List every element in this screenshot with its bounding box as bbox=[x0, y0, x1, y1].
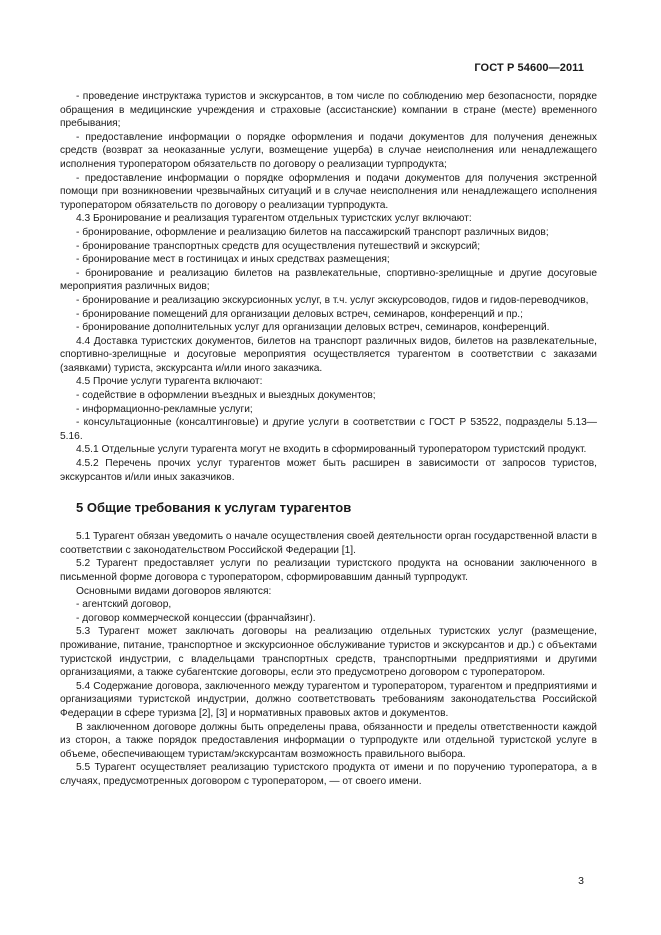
paragraph: 5.3 Турагент может заключать договоры на реализацию отдельных туристских услуг (размещение, проживание, питание, транспортное и экскурсионное обслуживание туристов и экскурсантов и др.) с объектами туристской индустрии, с владельцами транспортных средств, транспортными предприятиями и другими организациями, а также субагентские договоры, если это предусмотрено договором с туроператором. bbox=[60, 626, 597, 679]
paragraph: - бронирование и реализацию экскурсионных услуг, в т.ч. услуг экскурсоводов, гидов и гидов-переводчиков, bbox=[76, 294, 589, 306]
paragraph: - предоставление информации о порядке оформления и подачи документов для получения экстренной помощи при возникновении чрезвычайных ситуаций и в случае неисполнения или ненадлежащего исполнения туроператором обязательств по договору о реализации турпродукта. bbox=[60, 172, 597, 211]
paragraph: 4.3 Бронирование и реализация турагентом отдельных туристских услуг включают: bbox=[76, 213, 472, 225]
paragraph: 5.2 Турагент предоставляет услуги по реализации туристского продукта на основании заключенного в письменной форме договора с туроператором, сформировавшим данный турпродукт. bbox=[60, 558, 597, 583]
paragraph: 5.1 Турагент обязан уведомить о начале осуществления своей деятельности орган государственной власти в соответствии с законодательством Российской Федерации [1]. bbox=[60, 531, 597, 556]
paragraph: - проведение инструктажа туристов и экскурсантов, в том числе по соблюдению мер безопасности, порядке обращения в медицинские учреждения и страховые (ассистанские) компании в стране (месте) временного пребывания; bbox=[60, 91, 597, 130]
paragraph: В заключенном договоре должны быть определены права, обязанности и пределы ответственности каждой из сторон, а также порядок предоставления информации о турпродукте или отдельной туристской услуге в объеме, обеспечивающем туристам/экскурсантам возможность правильного выбора. bbox=[60, 721, 597, 760]
paragraph: 4.4 Доставка туристских документов, билетов на транспорт различных видов, билетов на развлекательные, спортивно-зрелищные и досуговые мероприятия осуществляется турагентом в соответствии с заказами (заявками) туриста, экскурсанта и/или иного заказчика. bbox=[60, 335, 597, 374]
paragraph: - договор коммерческой концессии (франчайзинг). bbox=[76, 612, 316, 624]
section-heading: 5 Общие требования к услугам турагентов bbox=[76, 500, 352, 516]
paragraph: - информационно-рекламные услуги; bbox=[76, 403, 253, 415]
paragraph: 5.5 Турагент осуществляет реализацию туристского продукта от имени и по поручению туроператора, а в случаях, предусмотренных договором с туроператором, — от своего имени. bbox=[60, 762, 597, 787]
paragraph: 4.5.1 Отдельные услуги турагента могут не входить в сформированный туроператором туристский продукт. bbox=[76, 444, 587, 456]
document-code: ГОСТ Р 54600—2011 bbox=[474, 62, 584, 74]
paragraph: 5.4 Содержание договора, заключенного между турагентом и туроператором, турагентом и предприятиями и организациями туристской индустрии, должно соответствовать требованиям законодательства Российской Федерации в сфере туризма [2], [3] и нормативных правовых актов и документов. bbox=[60, 680, 597, 719]
paragraph: - содействие в оформлении въездных и выездных документов; bbox=[76, 390, 376, 402]
paragraph: 4.5.2 Перечень прочих услуг турагентов может быть расширен в зависимости от запросов туристов, экскурсантов и/или иных заказчиков. bbox=[60, 458, 597, 483]
paragraph: - бронирование, оформление и реализацию билетов на пассажирский транспорт различных видов; bbox=[76, 226, 549, 238]
paragraph: - бронирование и реализацию билетов на развлекательные, спортивно-зрелищные и другие досуговые мероприятия различных видов; bbox=[60, 267, 597, 293]
paragraph: - бронирование помещений для организации деловых встреч, семинаров, конференций и пр.; bbox=[76, 308, 523, 320]
paragraph: - бронирование транспортных средств для осуществления путешествий и экскурсий; bbox=[76, 240, 481, 252]
paragraph: Основными видами договоров являются: bbox=[76, 585, 272, 597]
page-number: 3 bbox=[578, 875, 584, 887]
paragraph: - консультационные (консалтинговые) и другие услуги в соответствии с ГОСТ Р 53522, подразделы 5.13—5.16. bbox=[60, 417, 597, 442]
paragraph: - бронирование дополнительных услуг для организации деловых встреч, семинаров, конференций. bbox=[76, 322, 550, 334]
document-body bbox=[60, 90, 597, 789]
paragraph: - бронирование мест в гостиницах и иных средствах размещения; bbox=[76, 254, 390, 266]
paragraph: 4.5 Прочие услуги турагента включают: bbox=[76, 376, 263, 388]
paragraph: - предоставление информации о порядке оформления и подачи документов для получения денежных средств (возврат за неоказанные услуги, возмещение ущерба) в случае неисполнения или ненадлежащего исполнения туроператором обязательств по договору о реализации турпродукта; bbox=[60, 131, 597, 170]
paragraph: - агентский договор, bbox=[76, 599, 172, 611]
